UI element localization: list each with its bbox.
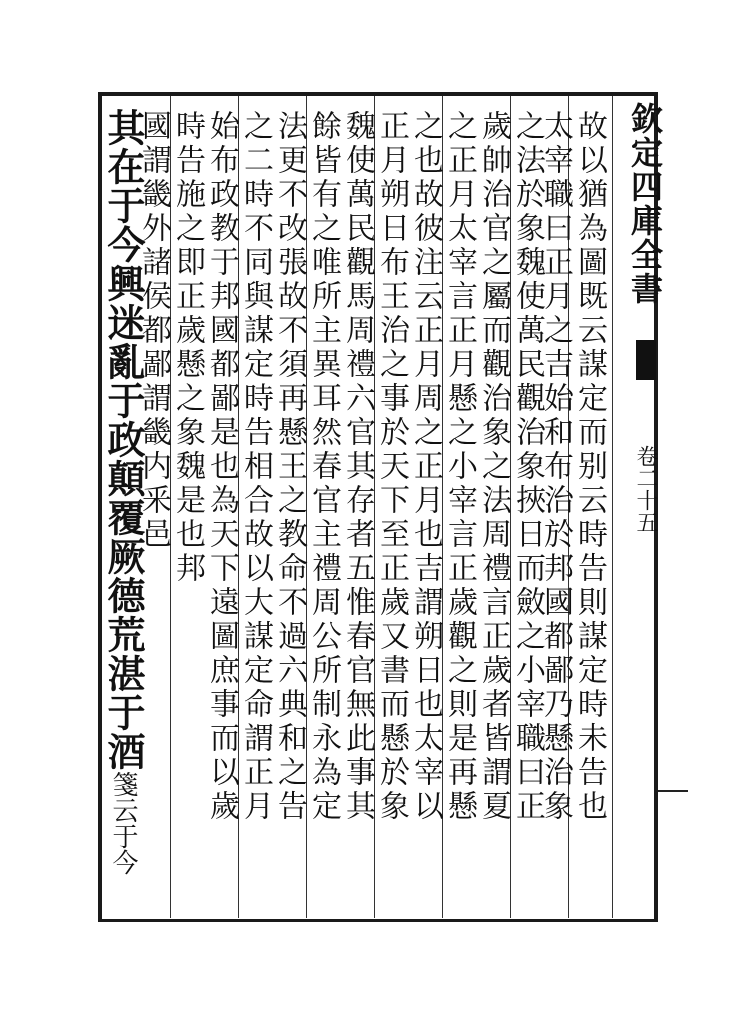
- volume-label: 卷二十五: [633, 445, 658, 533]
- text-column-10: 法更不改張故不須再懸王之教命不過六典和之告: [272, 110, 307, 824]
- text-column-2: 太宰職曰正月之吉始和布治於邦國都鄙乃懸治象: [538, 110, 573, 824]
- text-column-14: 國謂畿外諸侯都鄙謂畿内釆邑: [136, 110, 171, 552]
- column-rule: [612, 96, 613, 918]
- text-column-5: 之正月太宰言正月懸之小宰言正歲觀之則是再懸: [442, 110, 477, 824]
- text-column-11: 之二時不同與謀定時告相合故以大謀定命謂正月: [238, 110, 273, 824]
- main-text-column: [101, 108, 146, 875]
- text-column-4: 歲帥治官之屬而觀治象之法周禮言正歲者皆謂夏: [476, 110, 511, 824]
- text-column-1: 故以猶為圖既云謀定而别云時告則謀定時未告也: [572, 110, 607, 824]
- book-title: 欽定四庫全書: [626, 102, 664, 306]
- text-column-7: 正月朔日布王治之事於天下至正歲又書而懸於象: [374, 110, 409, 824]
- fish-tail-mark: [636, 340, 656, 380]
- text-column-6: 之也故彼注云正月周之正月也吉謂朔日也太宰以: [408, 110, 443, 824]
- commentary-note: 箋云于今: [108, 771, 138, 875]
- text-column-12: 始布政教于邦國都鄙是也為天下遠圖庶事而以歲: [204, 110, 239, 824]
- margin-tick: [658, 790, 688, 792]
- text-column-8: 魏使萬民觀馬周禮六官其存者五惟春官無此事其: [340, 110, 375, 824]
- text-column-9: 餘皆有之唯所主異耳然春官主禮周公所制永為定: [306, 110, 341, 824]
- main-text: 其在于今興迷亂于政顛覆厥德荒湛于酒: [101, 108, 146, 771]
- text-column-3: 之法於象魏使萬民觀治象挾日而斂之小宰職曰正: [510, 110, 545, 824]
- text-column-13: 時告施之即正歲懸之象魏是也邦: [170, 110, 205, 586]
